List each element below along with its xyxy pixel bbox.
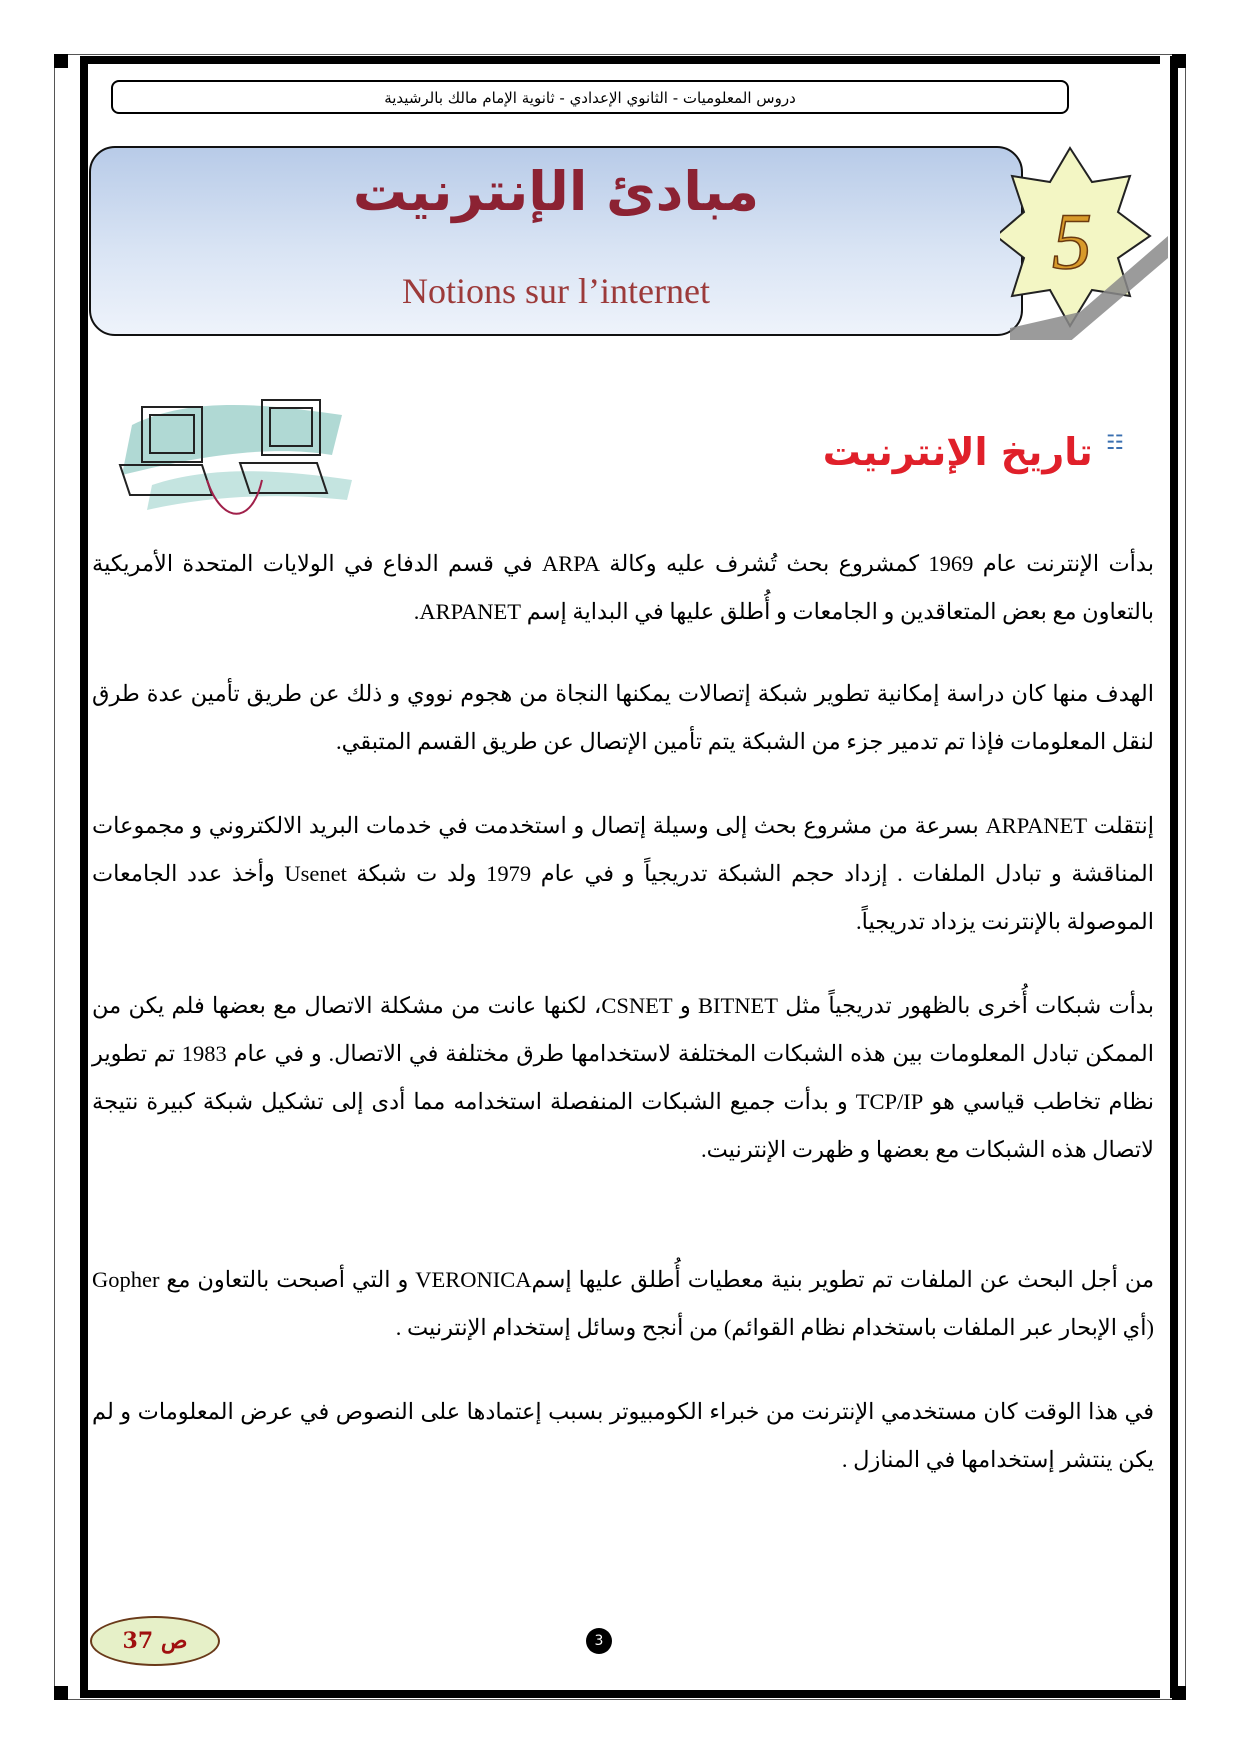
paragraph: الهدف منها كان دراسة إمكانية تطوير شبكة إتصالات يمكنها النجاة من هجوم نووي و ذلك عن طريق تأمين عدة طرق لنقل المعلومات فإذا تم تدمير جزء من الشبكة يتم تأمين الإتصال عن طريق القسم المتبقي. bbox=[92, 681, 1154, 754]
page-title-french: Notions sur l’internet bbox=[402, 271, 710, 311]
paragraph: بدأت شبكات أُخرى بالظهور تدريجياً مثل BITNET و CSNET، لكنها عانت من مشكلة الاتصال مع بعضها فلم يكن من الممكن تبادل المعلومات بين هذه الشبكات المختلفة لاستخدامها طرق مختلفة في الاتصال. و في عام 1983 تم تطوير نظام تخاطب قياسي هو TCP/IP و بدأت جميع الشبكات المنفصلة استخدامه مما أدى إلى تشكيل شبكة كبيرة نتيجة لاتصال هذه الشبكات مع بعضها و ظهرت الإنترنيت. bbox=[92, 993, 1154, 1162]
page-label-badge: ص 37 bbox=[90, 1616, 220, 1666]
border-bottom-bar bbox=[80, 1690, 1160, 1698]
page-number: 3 bbox=[586, 1628, 612, 1654]
border-top-bar bbox=[80, 56, 1160, 64]
corner-ornament bbox=[54, 54, 68, 68]
paragraph: إنتقلت ARPANET بسرعة من مشروع بحث إلى وسيلة إتصال و استخدمت في خدمات البريد الالكتروني و مجموعات المناقشة و تبادل الملفات . إزداد حجم الشبكة تدريجياً و في عام 1979 ولد ت شبكة Usenet وأخذ عدد الجامعات الموصولة بالإنترنت يزداد تدريجياً. bbox=[92, 813, 1155, 934]
lesson-number: 5 bbox=[1052, 198, 1092, 286]
network-icon: ☷ bbox=[1106, 430, 1124, 454]
paragraph: من أجل البحث عن الملفات تم تطوير بنية معطيات أُطلق عليها إسمVERONICA و التي أصبحت بالتعاون مع Gopher (أي الإبحار عبر الملفات باستخدام نظام القوائم) من أنجح وسائل إستخدام الإنترنيت . bbox=[92, 1267, 1154, 1340]
page-header: دروس المعلوميات - الثانوي الإعدادي - ثانوية الإمام مالك بالرشيدية bbox=[111, 80, 1069, 114]
paragraph: بدأت الإنترنت عام 1969 كمشروع بحث تُشرف عليه وكالة ARPA في قسم الدفاع في الولايات المتحدة الأمريكية بالتعاون مع بعض المتعاقدين و الجامعات و أُطلق عليها في البداية إسم ARPANET. bbox=[92, 551, 1154, 624]
lesson-number-badge bbox=[1000, 140, 1170, 340]
border-right-bar bbox=[1170, 56, 1178, 1698]
page-title-arabic: مبادئ الإنترنيت bbox=[352, 160, 760, 223]
corner-ornament bbox=[54, 1686, 68, 1700]
corner-ornament bbox=[1172, 54, 1186, 68]
section-heading-text: تاريخ الإنترنيت bbox=[822, 430, 1093, 474]
paragraph: في هذا الوقت كان مستخدمي الإنترنت من خبراء الكومبيوتر بسبب إعتمادها على النصوص في عرض المعلومات و لم يكن ينتشر إستخدامها في المنازل . bbox=[92, 1399, 1154, 1472]
section-heading bbox=[823, 430, 1124, 474]
computers-network-illustration bbox=[112, 385, 362, 525]
border-left-bar bbox=[80, 56, 88, 1698]
corner-ornament bbox=[1172, 1686, 1186, 1700]
